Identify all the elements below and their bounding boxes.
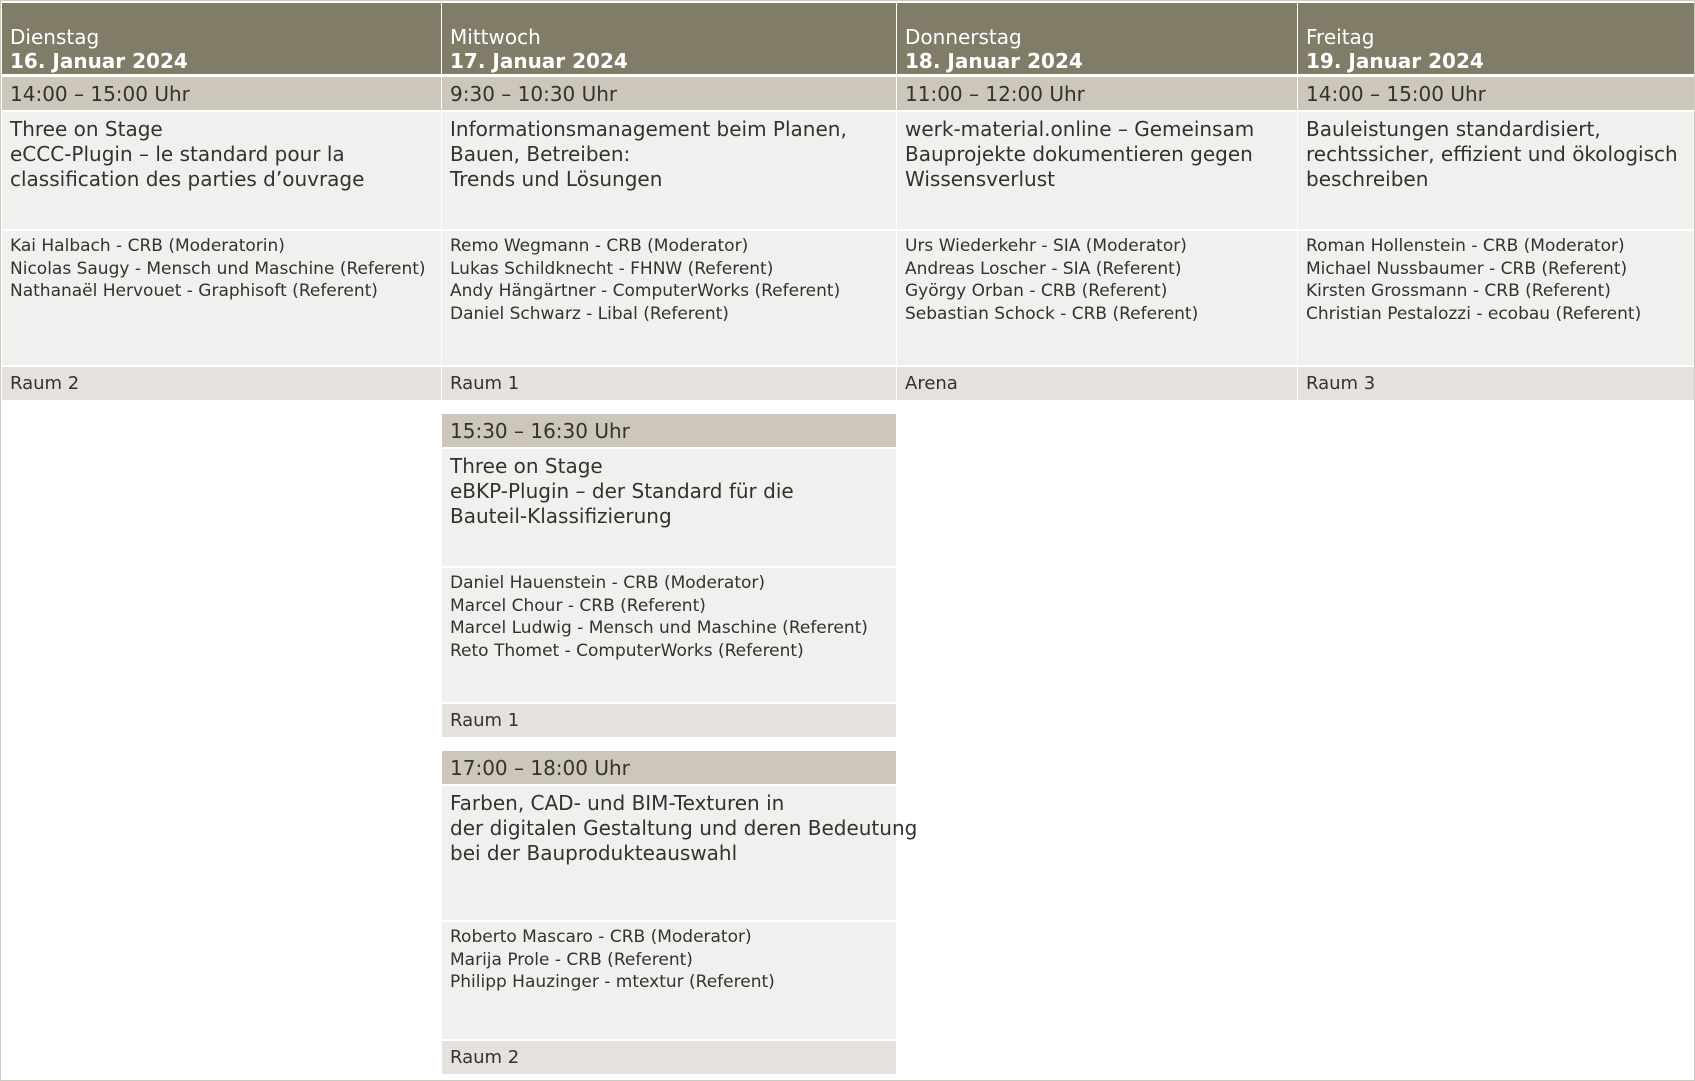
session-room: Arena xyxy=(897,367,1297,400)
speaker: Reto Thomet - ComputerWorks (Referent) xyxy=(450,640,804,661)
session-title-line: Bauleistungen standardisiert, xyxy=(1306,117,1601,141)
speaker: Urs Wiederkehr - SIA (Moderator) xyxy=(905,236,1187,256)
session-title-line: werk-material.online – Gemeinsam xyxy=(905,117,1255,141)
session-time: 17:00 – 18:00 Uhr xyxy=(442,751,896,784)
session-speakers xyxy=(442,568,896,702)
speaker: Michael Nussbaumer - CRB (Referent) xyxy=(1306,258,1628,279)
day-date: 19. Januar 2024 xyxy=(1306,49,1484,73)
speaker: Andreas Loscher - SIA (Referent) xyxy=(905,258,1182,279)
session-title xyxy=(442,786,918,920)
speaker: Daniel Hauenstein - CRB (Moderator) xyxy=(450,573,766,593)
session-title-line: Bauprojekte dokumentieren gegen xyxy=(905,142,1253,166)
day-name: Dienstag xyxy=(10,25,100,49)
day-header xyxy=(1298,3,1694,74)
session-title xyxy=(442,449,896,566)
session-title-line: eCCC-Plugin – le standard pour la xyxy=(10,142,345,166)
day-date: 16. Januar 2024 xyxy=(10,49,188,73)
session-title-line: Farben, CAD- und BIM-Texturen in xyxy=(450,791,785,815)
speaker: György Orban - CRB (Referent) xyxy=(905,281,1168,301)
session-title-line: Informationsmanagement beim Planen, xyxy=(450,117,847,141)
day-name: Mittwoch xyxy=(450,25,541,49)
speaker: Kai Halbach - CRB (Moderatorin) xyxy=(10,236,285,256)
speaker: Marija Prole - CRB (Referent) xyxy=(450,949,693,970)
session-time: 9:30 – 10:30 Uhr xyxy=(442,77,896,110)
session-time: 15:30 – 16:30 Uhr xyxy=(442,414,896,447)
speaker: Andy Hängärtner - ComputerWorks (Referent) xyxy=(450,281,841,301)
day-date: 17. Januar 2024 xyxy=(450,49,628,73)
day-header xyxy=(442,3,896,74)
session-speakers xyxy=(442,922,896,1039)
session-speakers xyxy=(1298,231,1694,365)
speaker: Sebastian Schock - CRB (Referent) xyxy=(905,303,1199,324)
day-column-dienstag xyxy=(2,1,441,1080)
session-time: 14:00 – 15:00 Uhr xyxy=(1298,77,1694,110)
session-title-line: der digitalen Gestaltung und deren Bedeutung xyxy=(450,816,918,840)
session-title xyxy=(2,112,441,229)
session-title-line: classification des parties d’ouvrage xyxy=(10,167,365,191)
speaker: Roman Hollenstein - CRB (Moderator) xyxy=(1306,236,1625,256)
speaker: Marcel Ludwig - Mensch und Maschine (Referent) xyxy=(450,618,868,638)
session-title-line: beschreiben xyxy=(1306,167,1429,191)
day-date: 18. Januar 2024 xyxy=(905,49,1083,73)
session-title-line: rechtssicher, effizient und ökologisch xyxy=(1306,142,1678,166)
speaker: Daniel Schwarz - Libal (Referent) xyxy=(450,303,729,324)
day-header xyxy=(897,3,1297,74)
speaker: Nathanaël Hervouet - Graphisoft (Referent) xyxy=(10,281,378,301)
session-title-line: Bauen, Betreiben: xyxy=(450,142,631,166)
session-title xyxy=(442,112,896,229)
session-speakers xyxy=(2,231,441,365)
session-title xyxy=(897,112,1297,229)
speaker: Lukas Schildknecht - FHNW (Referent) xyxy=(450,258,774,279)
speaker: Kirsten Grossmann - CRB (Referent) xyxy=(1306,281,1611,301)
session-title-line: Bauteil-Klassifizierung xyxy=(450,504,672,528)
speaker: Marcel Chour - CRB (Referent) xyxy=(450,595,706,616)
session-time: 11:00 – 12:00 Uhr xyxy=(897,77,1297,110)
session-speakers xyxy=(442,231,896,365)
speaker: Roberto Mascaro - CRB (Moderator) xyxy=(450,927,752,947)
day-column-mittwoch xyxy=(442,1,918,1080)
session-title-line: Wissensverlust xyxy=(905,167,1055,191)
session-title-line: eBKP-Plugin – der Standard für die xyxy=(450,479,794,503)
session-speakers xyxy=(897,231,1297,365)
session-title-line: bei der Bauprodukteauswahl xyxy=(450,841,738,865)
session-room: Raum 1 xyxy=(442,367,896,400)
day-column-freitag xyxy=(1298,1,1694,1080)
session-room: Raum 2 xyxy=(442,1041,896,1074)
day-name: Donnerstag xyxy=(905,25,1022,49)
session-time: 14:00 – 15:00 Uhr xyxy=(2,77,441,110)
day-column-donnerstag xyxy=(897,1,1297,1080)
speaker: Christian Pestalozzi - ecobau (Referent) xyxy=(1306,303,1642,324)
session-title xyxy=(1298,112,1694,229)
session-room: Raum 2 xyxy=(2,367,441,400)
day-header xyxy=(2,3,441,74)
session-title-line: Trends und Lösungen xyxy=(450,167,663,191)
session-room: Raum 3 xyxy=(1298,367,1694,400)
speaker: Remo Wegmann - CRB (Moderator) xyxy=(450,236,749,256)
speaker: Philipp Hauzinger - mtextur (Referent) xyxy=(450,972,775,992)
session-title-line: Three on Stage xyxy=(450,454,603,478)
session-title-line: Three on Stage xyxy=(10,117,163,141)
session-room: Raum 1 xyxy=(442,704,896,737)
day-name: Freitag xyxy=(1306,25,1375,49)
speaker: Nicolas Saugy - Mensch und Maschine (Referent) xyxy=(10,258,426,279)
